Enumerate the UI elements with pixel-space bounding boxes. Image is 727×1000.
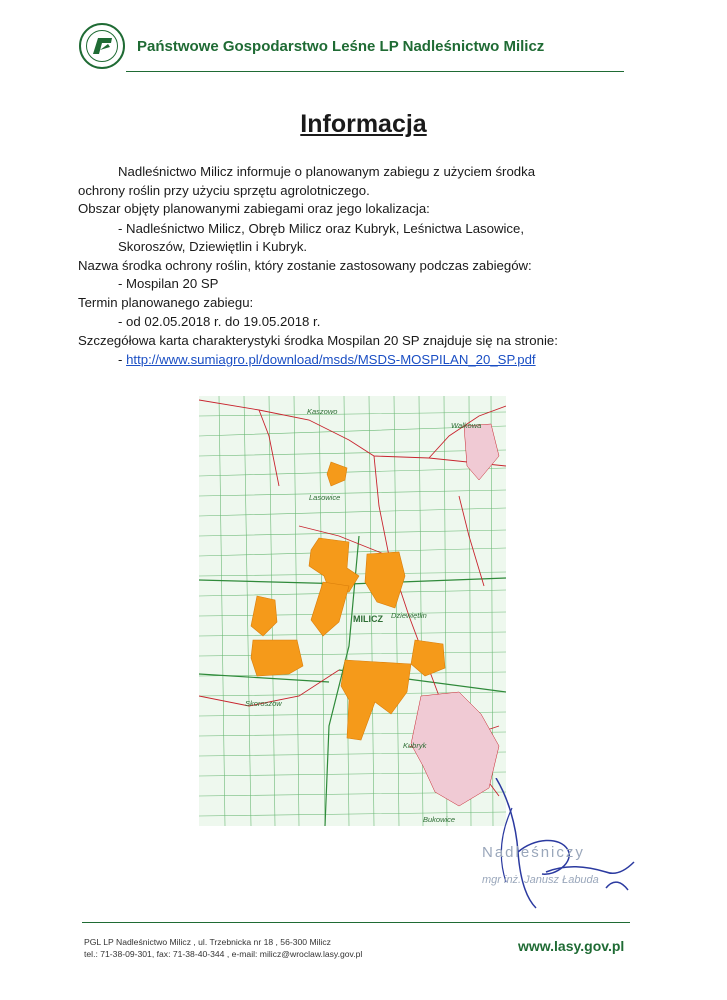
date-item: - od 02.05.2018 r. do 19.05.2018 r. xyxy=(118,314,321,329)
agent-heading: Nazwa środka ochrony roślin, który zostanie zastosowany podczas zabiegów: xyxy=(78,258,532,273)
map-label-walkowa: Walkowa xyxy=(451,421,482,430)
treatment-area-map xyxy=(199,396,506,826)
organization-name: Państwowe Gospodarstwo Leśne LP Nadleśnictwo Milicz xyxy=(137,38,545,55)
map-label-milicz: MILICZ xyxy=(353,614,383,624)
map-label-skoroszow: Skoroszów xyxy=(245,699,282,708)
area-item-line-2: Skoroszów, Dziewiętlin i Kubryk. xyxy=(118,239,308,254)
intro-line-2: ochrony roślin przy użyciu sprzętu agrolotniczego. xyxy=(78,183,370,198)
map-label-kubryk: Kubryk xyxy=(403,741,427,750)
map-label-dziewietlin: Dziewiętlin xyxy=(391,611,427,620)
sheet-dash: - xyxy=(118,352,123,367)
map-label-lasowice: Lasowice xyxy=(309,493,341,502)
footer-divider xyxy=(82,922,630,923)
footer-address-line-2: tel.: 71-38-09-301, fax: 71-38-40-344 , e-mail: milicz@wroclaw.lasy.gov.pl xyxy=(84,949,363,959)
stamp-title: Nadleśniczy xyxy=(482,844,585,861)
footer-website[interactable]: www.lasy.gov.pl xyxy=(518,938,625,954)
area-heading: Obszar objęty planowanymi zabiegami oraz jego lokalizacja: xyxy=(78,201,430,216)
page-title: Informacja xyxy=(300,110,427,138)
msds-link[interactable]: http://www.sumiagro.pl/download/msds/MSDS-MOSPILAN_20_SP.pdf xyxy=(126,352,536,367)
footer-address xyxy=(84,936,362,960)
map-label-kaszowo: Kaszowo xyxy=(307,407,338,416)
lasy-panstwowe-logo xyxy=(78,22,126,70)
stamp-person: mgr inż. Janusz Łabuda xyxy=(482,874,599,886)
date-heading: Termin planowanego zabiegu: xyxy=(78,295,254,310)
map-label-bukowice: Bukowice xyxy=(423,815,456,824)
sheet-heading: Szczegółowa karta charakterystyki środka Mospilan 20 SP znajduje się na stronie: xyxy=(78,333,558,348)
agent-item: - Mospilan 20 SP xyxy=(118,276,219,291)
area-item-line-1: - Nadleśnictwo Milicz, Obręb Milicz oraz Kubryk, Leśnictwa Lasowice, xyxy=(118,221,525,236)
header-divider xyxy=(126,71,624,72)
intro-line-1: Nadleśnictwo Milicz informuje o planowanym zabiegu z użyciem środka xyxy=(118,164,536,179)
footer-address-line-1: PGL LP Nadleśnictwo Milicz , ul. Trzebnicka nr 18 , 56-300 Milicz xyxy=(84,937,331,947)
